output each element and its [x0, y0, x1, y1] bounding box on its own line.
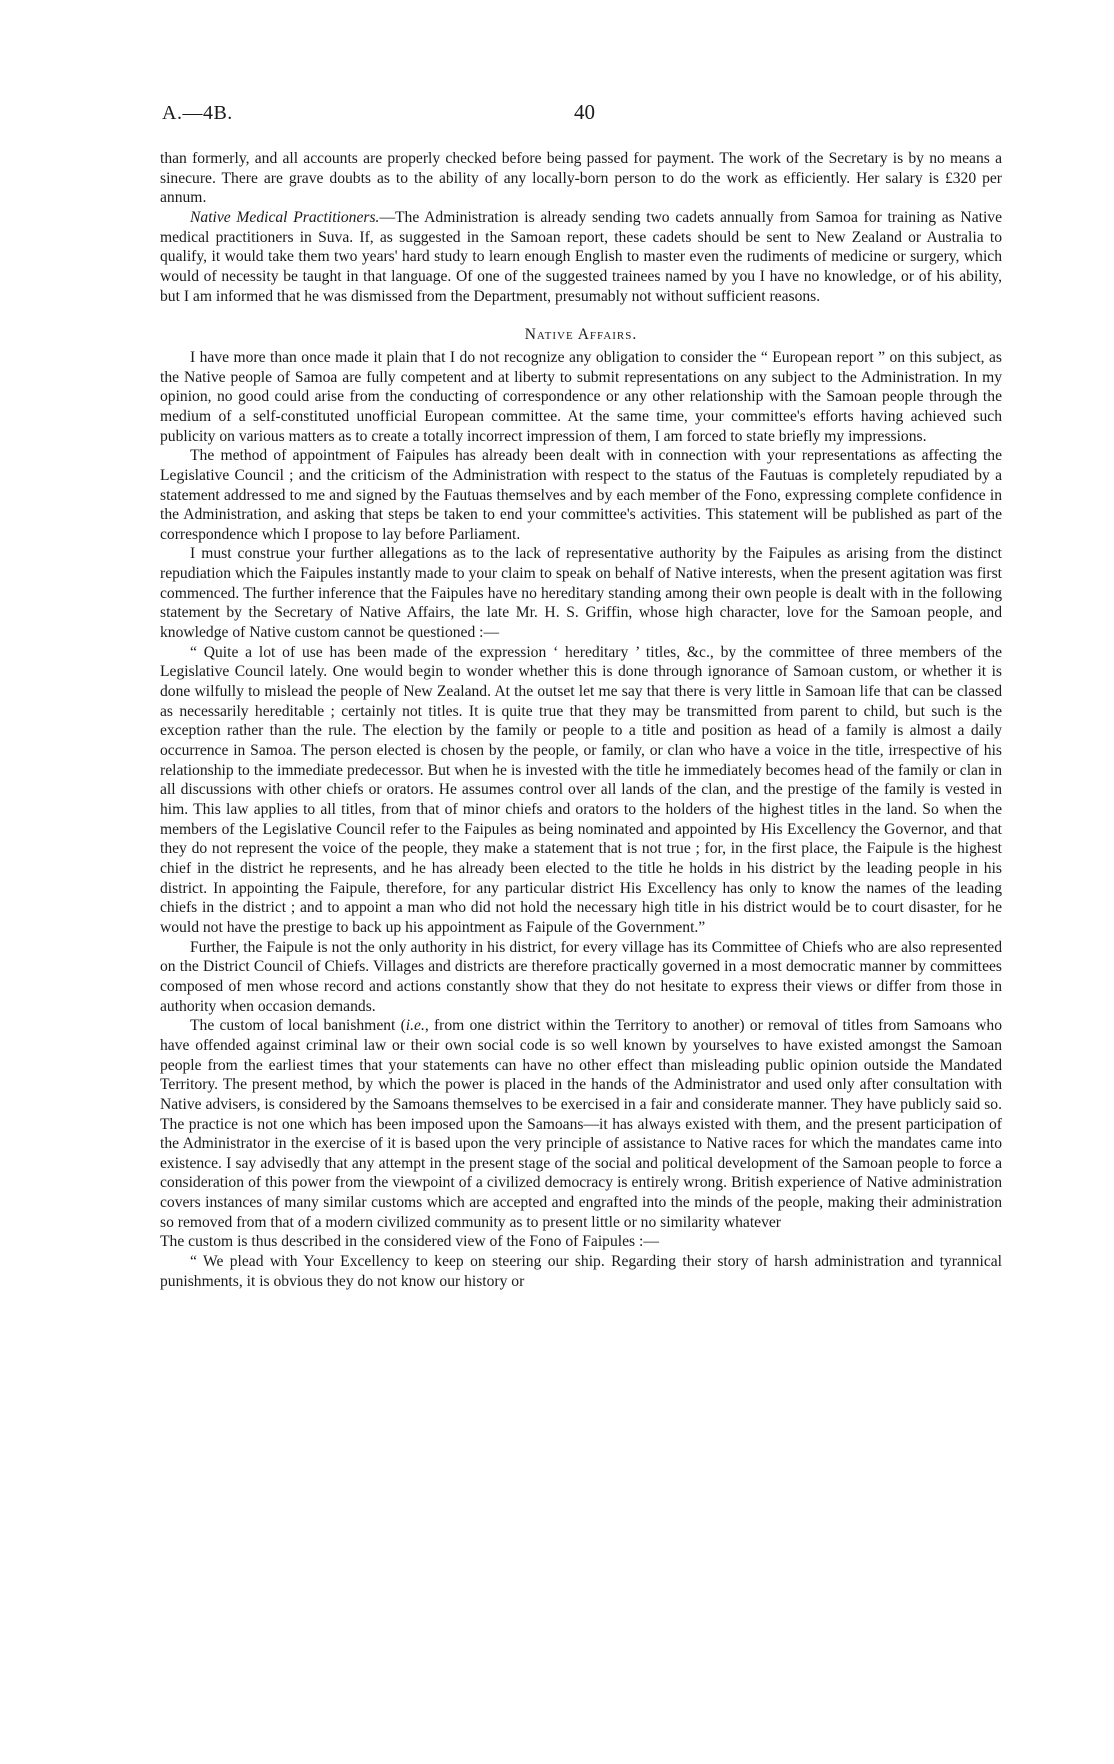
paragraph-representative-authority: I must construe your further allegations as to the lack of representative authority by the Faipules as arising from the distinct repudiation which the Faipules instantly made to your claim to speak on behalf of Native interests, when the present agitation was first commenced. The further inference that the Faipules have no hereditary standing among their own people is dealt with in the following statement by the Secretary of Native Affairs, the late Mr. H. S. Griffin, whose high character, love for the Samoan people, and knowledge of Native custom cannot be questioned :— [160, 545, 1002, 642]
paragraph-faipules-appointment: The method of appointment of Faipules has already been dealt with in connection with your representations as affecting the Legislative Council ; and the criticism of the Administration with respect to the status of the Fautuas is completely repudiated by a statement addressed to me and signed by the Fautuas themselves and by each member of the Fono, expressing complete confidence in the Administration, and asking that steps be taken to end your committee's activities. This statement will be published as part of the correspondence which I propose to lay before Parliament. [160, 447, 1002, 543]
paragraph-text: —The Administration is already sending two cadets annually from Samoa for training as Native medical practitioners in Suva. If, as suggested in the Samoan report, these cadets should be sent to New Zealand or Australia to qualify, it would take them two years' hard study to learn enough English to master even the rudiments of medicine or surgery, which would of necessity be taught in that language. Of one of the suggested trainees named by you I have no knowledge, or of his ability, but I am informed that he was dismissed from the Department, presumably not without sufficient reasons. [160, 208, 1002, 305]
italic-ie: i.e. [405, 1017, 425, 1035]
run-in-heading: Native Medical Practitioners. [190, 208, 380, 226]
paragraph-european-report: I have more than once made it plain that I do not recognize any obligation to consider the “ European report ” on this subject, as the Native people of Samoa are fully competent and at liberty to submit representations on any subject to the Administration. In my opinion, no good could arise from the conducting of correspondence or any other relationship with the Samoan people through the medium of a self-constituted unofficial European committee. At the same time, your committee's efforts having achieved such publicity on various matters as to create a totally incorrect impression of them, I am forced to state briefly my impressions. [160, 348, 1002, 445]
paragraph-native-medical-practitioners [160, 208, 1002, 306]
page-number: 40 [574, 100, 595, 124]
paragraph-text: The custom of local banishment ( [190, 1017, 406, 1035]
paragraph-local-banishment [160, 1016, 1002, 1232]
paragraph-fono-intro: The custom is thus described in the considered view of the Fono of Faipules :— [160, 1233, 659, 1251]
paragraph-fono-quote: “ We plead with Your Excellency to keep on steering our ship. Regarding their story of harsh administration and tyrannical punishments, it is obvious they do not know our history or [160, 1253, 1002, 1290]
document-reference: A.—4B. [162, 102, 233, 124]
paragraph-text: , from one district within the Territory to another) or removal of titles from Samoans who have offended against criminal law or their own social code is so well known by yourselves to have existed amongst the Samoan people from the earliest times that your statements can have no other effect than misleading public opinion outside the Mandated Territory. The present method, by which the power is placed in the hands of the Administrator and used only after consultation with Native advisers, is considered by the Samoans themselves to be exercised in a fair and considerate manner. They have publicly said so. The practice is not one which has been imposed upon the Samoans—it has always existed with them, and the present participation of the Administrator in the exercise of it is based upon the very principle of assistance to Native races for which the mandates came into existence. I say advisedly that any attempt in the present stage of the social and political development of the Samoan people to force a consideration of this power from the viewpoint of a civilized democracy is entirely wrong. British experience of Native administration covers instances of many similar customs which are accepted and engrafted into the minds of the people, making their administration so removed from that of a modern civilized community as to present little or no similarity whatever [160, 1017, 1002, 1231]
paragraph-secretary-continuation: than formerly, and all accounts are properly checked before being passed for payment. The work of the Secretary is by no means a sinecure. There are grave doubts as to the ability of any locally-born person to do the work as efficiently. Her salary is £320 per annum. [160, 150, 1002, 207]
paragraph-griffin-quote: “ Quite a lot of use has been made of the expression ‘ hereditary ’ titles, &c., by the committee of three members of the Legislative Council lately. One would begin to wonder whether this is done through ignorance of Samoan custom, or whether it is done wilfully to mislead the people of New Zealand. At the outset let me say that there is very little in Samoan life that can be classed as necessarily hereditable ; certainly not titles. It is quite true that they may be transmitted from parent to child, but such is the exception rather than the rule. The election by the family or people to a title and position as head of a family is almost a daily occurrence in Samoa. The person elected is chosen by the people, or family, or clan who have a voice in the title, irrespective of his relationship to the immediate predecessor. But when he is invested with the title he immediately becomes head of the family or clan in all discussions with other chiefs or orators. He assumes control over all lands of the clan, and the prestige of the family is vested in him. This law applies to all titles, from that of minor chiefs and orators to the holders of the highest titles in the land. So when the members of the Legislative Council refer to the Faipules as being nominated and appointed by His Excellency the Governor, and that they do not represent the voice of the people, they make a statement that is not true ; for, in the first place, the Faipule is the highest chief in the district he represents, and he has already been elected to the title he holds in his district by the leading people in his district. In appointing the Faipule, therefore, for any particular district His Excellency has only to know the names of the leading chiefs in the district ; and to appoint a man who did not hold the necessary high title in his district would be to court disaster, for he would not have the prestige to back up his appointment as Faipule of the Government.” [160, 643, 1002, 936]
page-body [160, 149, 1002, 1291]
section-heading-native-affairs: Native Affairs. [524, 326, 638, 344]
paragraph-committee-of-chiefs: Further, the Faipule is not the only authority in his district, for every village has its Committee of Chiefs who are also represented on the District Council of Chiefs. Villages and districts are therefore practically governed in a most democratic manner by committees composed of men whose record and actions constantly show that they do not hesitate to express their views or differ from those in authority when occasion demands. [160, 938, 1002, 1015]
